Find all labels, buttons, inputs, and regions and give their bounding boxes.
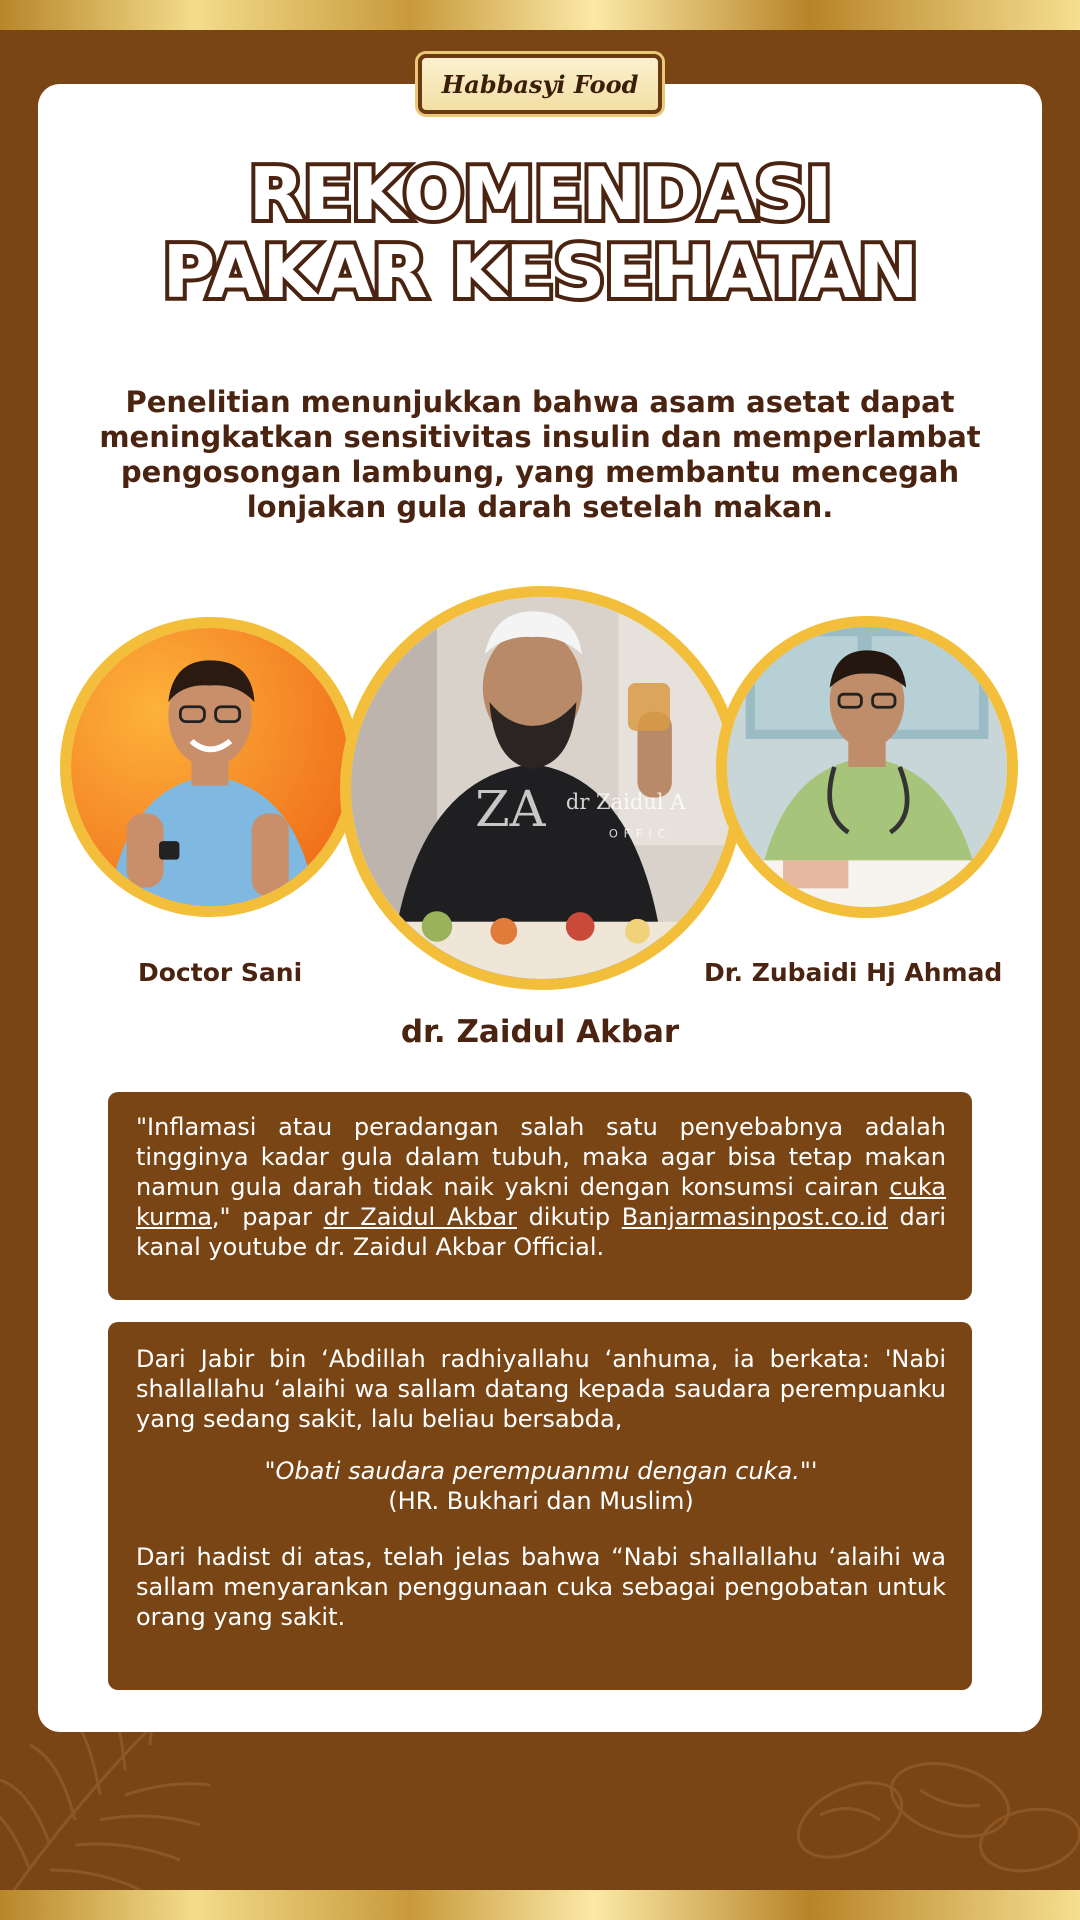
brand-logo: Habbasyi Food: [418, 54, 662, 114]
hadith-block: [136, 1456, 946, 1516]
dr-zubaidi-name: Dr. Zubaidi Hj Ahmad: [704, 958, 1003, 987]
doctor-sani-name: Doctor Sani: [138, 958, 303, 987]
page-title-line-1: REKOMENDASI: [248, 152, 832, 236]
quote-box-hadith: [108, 1322, 972, 1690]
dates-decoration: [780, 1720, 1080, 1890]
hadith-intro: Dari Jabir bin ‘Abdillah radhiyallahu ‘anhuma, ia berkata: 'Nabi shallallahu ‘alaihi wa sallam datang kepada saudara perempuanku yang sedang sakit, lalu beliau bersabda,: [136, 1345, 946, 1433]
hadith-conclusion: Dari hadist di atas, telah jelas bahwa “Nabi shallallahu ‘alaihi wa sallam menyarankan penggunaan cuka sebagai pengobatan untuk orang yang sakit.: [136, 1543, 946, 1631]
zaidul-watermark: ZA: [475, 780, 546, 839]
zaidul-watermark-text: dr Zaidul A: [565, 789, 686, 815]
hadith-source: (HR. Bukhari dan Muslim): [388, 1487, 694, 1515]
link-cuka-kurma[interactable]: cuka kurma: [136, 1173, 946, 1231]
hadith-quote: "Obati saudara perempuanmu dengan cuka."': [264, 1457, 818, 1485]
bottom-gold-border: [0, 1890, 1080, 1920]
doctor-sani-photo: [60, 617, 360, 917]
link-dr-zaidul-akbar[interactable]: dr Zaidul Akbar: [323, 1203, 517, 1231]
dr-zaidul-akbar-photo: [340, 586, 744, 990]
dr-zubaidi-photo: [716, 616, 1018, 918]
page-title-line-2: PAKAR KESEHATAN: [162, 230, 918, 314]
quote-zaidul-text: "Inflamasi atau peradangan salah satu penyebabnya adalah tingginya kadar gula dalam tubuh, maka agar bisa tetap makan namun gula darah tidak naik yakni dengan konsumsi cairan cuka kurma," papar dr Zaidul Akbar dikutip Banjarmasinpost.co.id dari kanal youtube dr. Zaidul Akbar Official.: [136, 1113, 946, 1261]
link-banjarmasinpost[interactable]: Banjarmasinpost.co.id: [621, 1203, 888, 1231]
quote-box-zaidul: [108, 1092, 972, 1300]
top-gold-border: [0, 0, 1080, 30]
intro-text: Penelitian menunjukkan bahwa asam asetat dapat meningkatkan sensitivitas insulin dan memperlambat pengosongan lambung, yang membantu mencegah lonjakan gula darah setelah makan.: [99, 385, 981, 524]
dr-zaidul-name: dr. Zaidul Akbar: [400, 1014, 680, 1050]
zaidul-watermark-sub: OFFIC: [608, 826, 672, 841]
